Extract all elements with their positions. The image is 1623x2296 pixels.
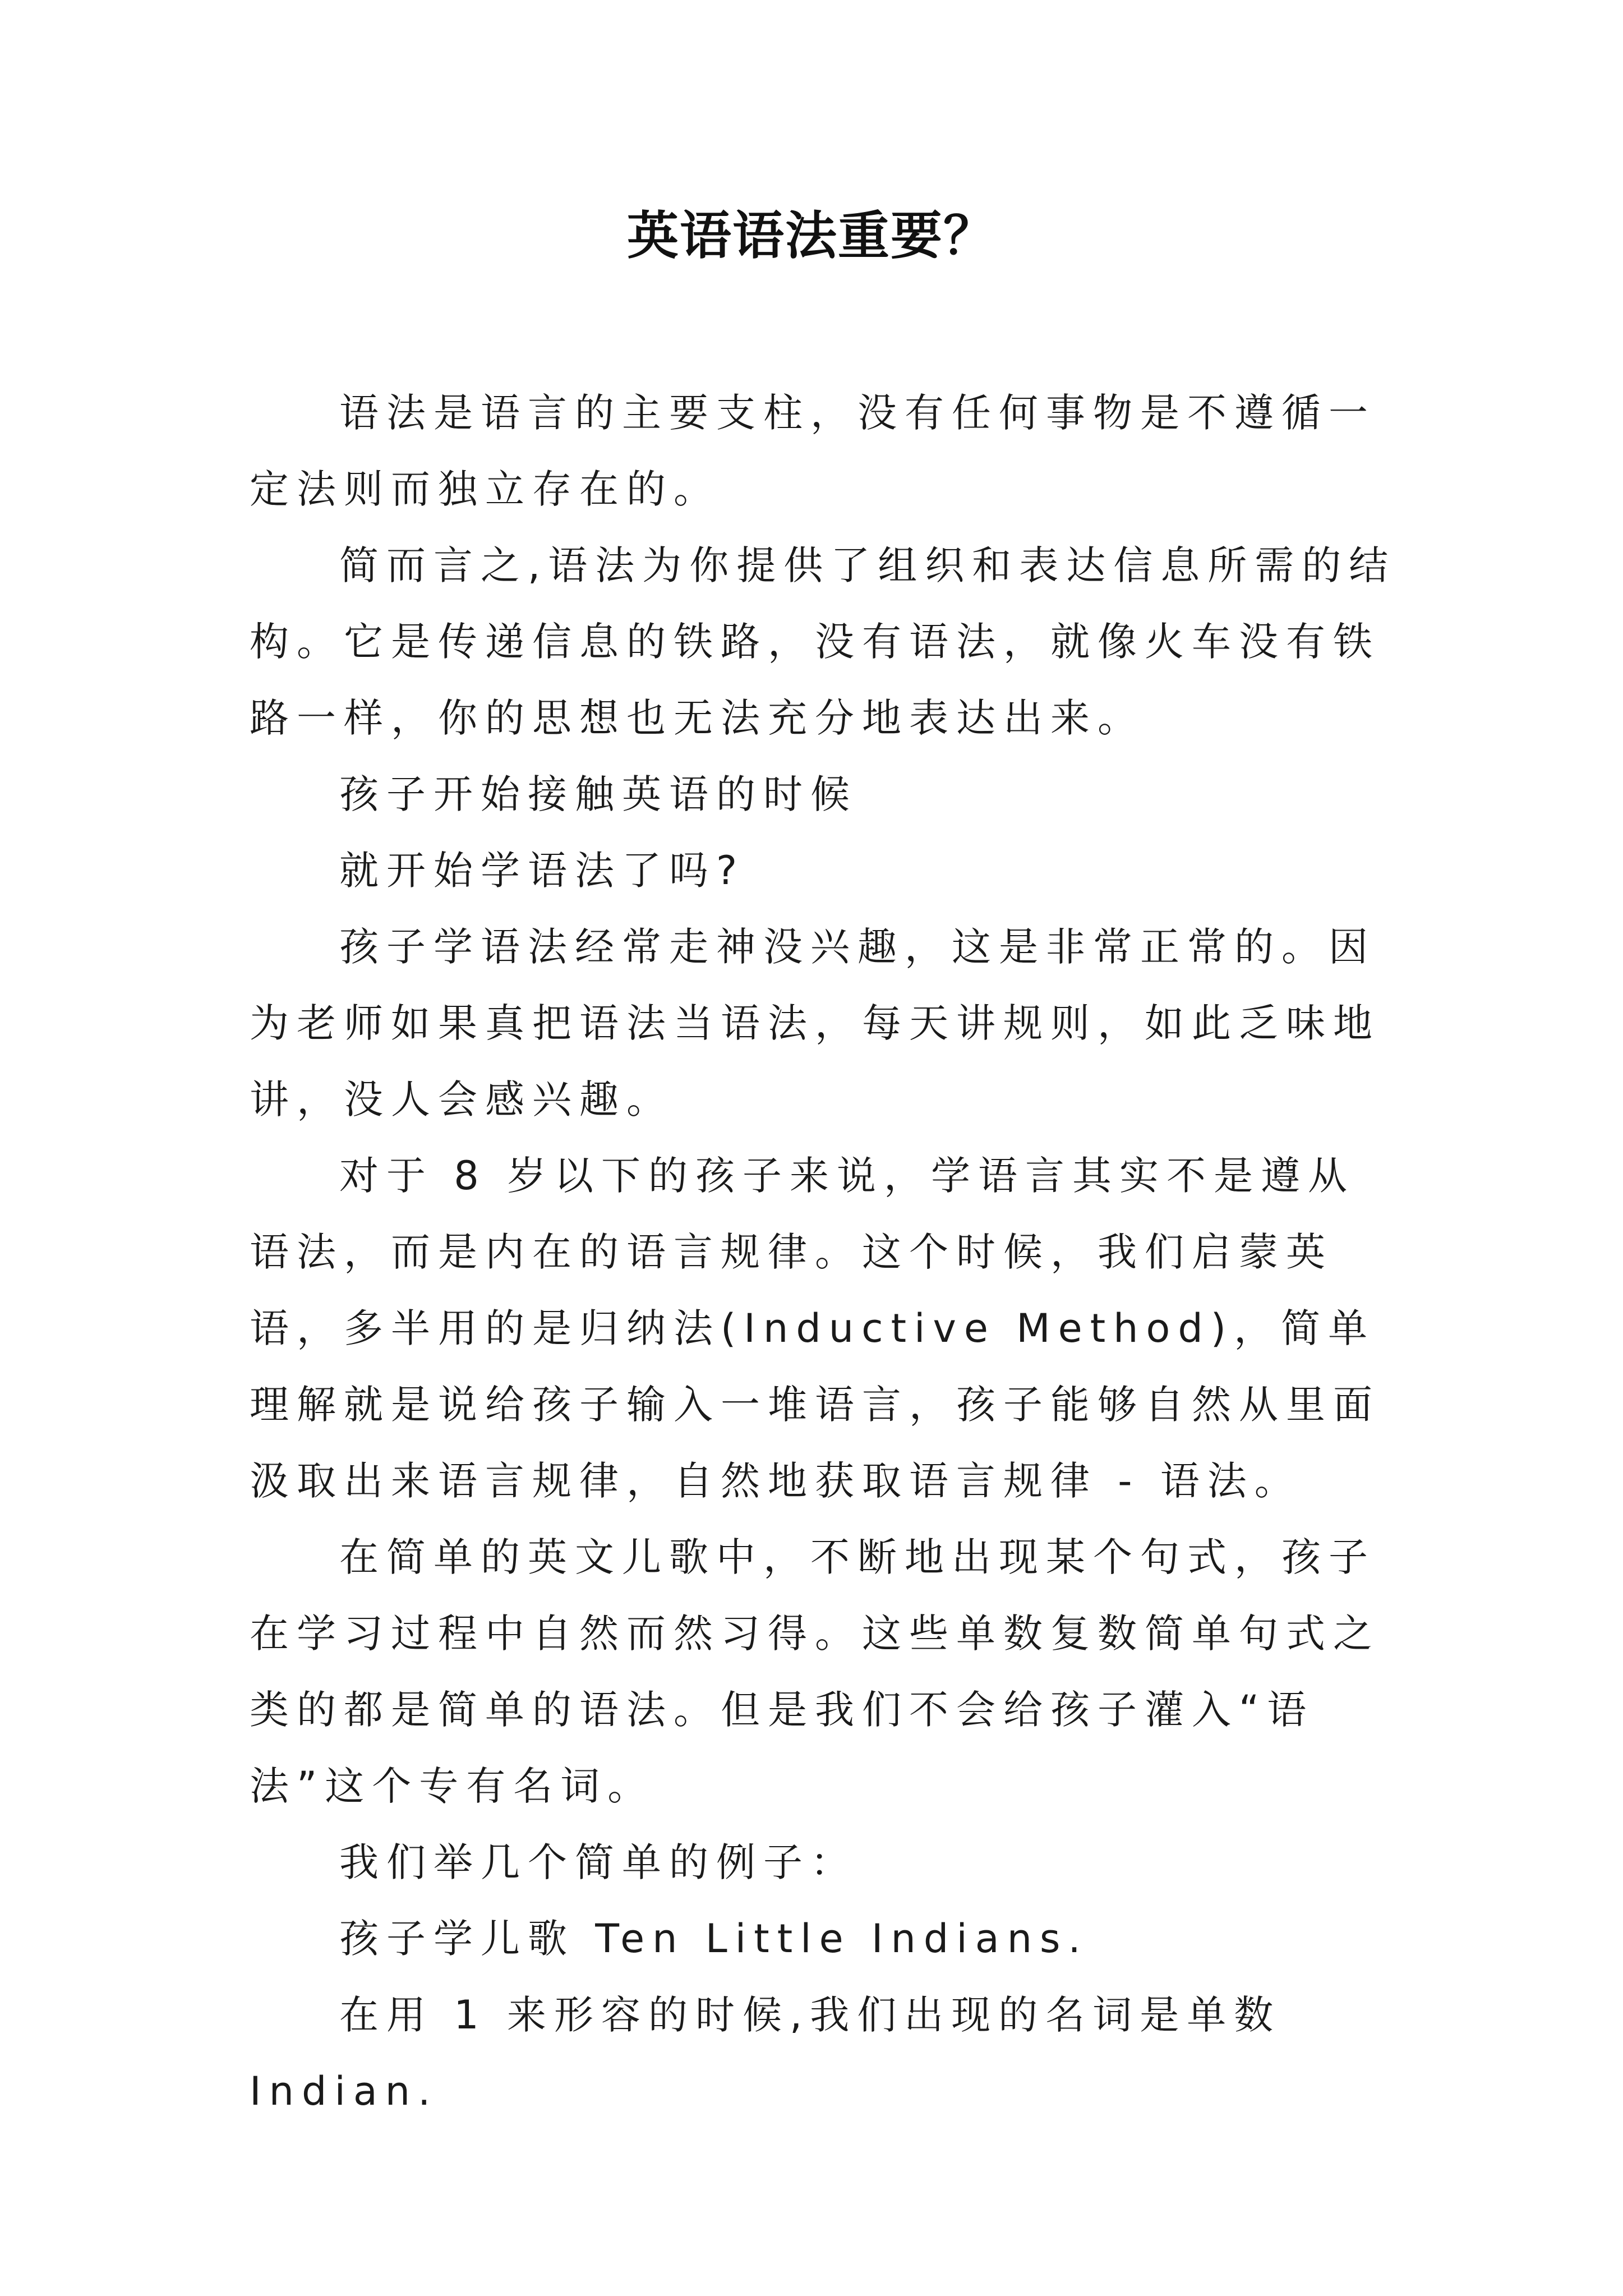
paragraph: 对于 8 岁以下的孩子来说，学语言其实不是遵从语法，而是内在的语言规律。这个时候，我们启蒙英语，多半用的是归纳法(Inductive Method)，简单理解就是说给孩子输入一堆语言，孩子能够自然从里面汲取出来语言规律，自然地获取语言规律 - 语法。 — [250, 1153, 1380, 1504]
document-body — [250, 375, 1399, 2129]
paragraph: 孩子学儿歌 Ten Little Indians. — [339, 1916, 1089, 1962]
paragraph: 孩子开始接触英语的时候 — [339, 771, 857, 817]
paragraph: 在简单的英文儿歌中，不断地出现某个句式，孩子在学习过程中自然而然习得。这些单数复数简单句式之类的都是简单的语法。但是我们不会给孩子灌入“语法”这个专有名词。 — [250, 1534, 1380, 1809]
paragraph: 语法是语言的主要支柱，没有任何事物是不遵循一定法则而独立存在的。 — [250, 390, 1376, 512]
paragraph: 简而言之,语法为你提供了组织和表达信息所需的结构。它是传递信息的铁路，没有语法，就像火车没有铁路一样，你的思想也无法充分地表达出来。 — [250, 542, 1396, 741]
paragraph: 就开始学语法了吗? — [339, 848, 745, 894]
document-title: 英语语法重要？ — [626, 205, 996, 266]
paragraph: 孩子学语法经常走神没兴趣，这是非常正常的。因为老师如果真把语法当语法，每天讲规则，如此乏味地讲，没人会感兴趣。 — [250, 924, 1380, 1122]
paragraph: 我们举几个简单的例子： — [339, 1839, 857, 1885]
paragraph: 在用 1 来形容的时候,我们出现的名词是单数 Indian. — [250, 1992, 1281, 2114]
